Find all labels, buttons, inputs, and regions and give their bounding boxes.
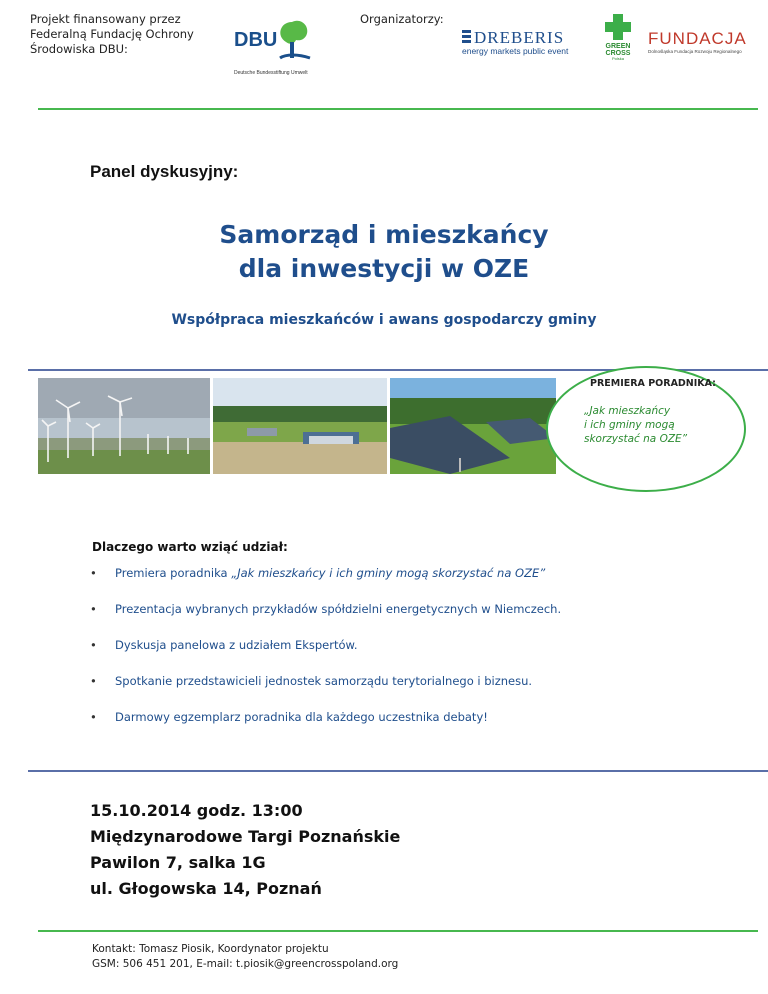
bullet-icon: • (90, 710, 97, 724)
dreberis-tagline: energy markets public event (462, 46, 569, 56)
funding-note: Projekt finansowany przez Federalną Fundację Ochrony Środowiska DBU: (30, 12, 194, 56)
list-item (90, 602, 730, 638)
greencross-logo (598, 12, 638, 60)
panel-label: Panel dyskusyjny: (90, 162, 239, 181)
premiere-label: PREMIERA PORADNIKA: (590, 378, 716, 389)
contact-line2: GSM: 506 451 201, E-mail: t.piosik@greencrosspoland.org (92, 958, 399, 970)
event-top-divider (28, 770, 768, 772)
reasons-list (90, 566, 730, 746)
list-item (90, 638, 730, 674)
solar-panels-photo (390, 378, 556, 474)
fundacja-name: FUNDACJA (648, 29, 747, 48)
list-item (90, 710, 730, 746)
list-item-text: Dyskusja panelowa z udziałem Ekspertów. (115, 638, 358, 652)
main-title-line2: dla inwestycji w OZE (238, 254, 530, 283)
wind-farm-photo (38, 378, 210, 474)
dbu-logo (232, 14, 324, 78)
list-item (90, 566, 730, 602)
contact-info (92, 942, 398, 972)
event-address: ul. Głogowska 14, Poznań (90, 879, 322, 898)
list-item-guide-title: „Jak mieszkańcy i ich gminy mogą skorzystać na OZE” (231, 566, 546, 580)
fundacja-tagline: Dolnośląska Fundacja Rozwoju Regionalnego (648, 49, 742, 54)
event-details (90, 798, 400, 902)
solar-village-photo (213, 378, 387, 474)
bullet-icon: • (90, 602, 97, 616)
list-item (90, 674, 730, 710)
greencross-line3: Polska (611, 56, 625, 60)
subtitle: Współpraca mieszkańców i awans gospodarczy gminy (171, 312, 597, 328)
bullet-icon: • (90, 638, 97, 652)
greencross-line1: GREEN (605, 43, 631, 50)
why-attend-heading: Dlaczego warto wziąć udział: (92, 540, 288, 554)
list-item-text: Darmowy egzemplarz poradnika dla każdego uczestnika debaty! (115, 710, 488, 724)
contact-line1: Kontakt: Tomasz Piosik, Koordynator projektu (92, 943, 329, 955)
contact-divider (38, 930, 758, 932)
event-date: 15.10.2014 godz. 13:00 (90, 801, 303, 820)
list-item-text: Premiera poradnika (115, 566, 232, 580)
organizers-label: Organizatorzy: (360, 12, 444, 26)
bullet-icon: • (90, 674, 97, 688)
list-item-text: Prezentacja wybranych przykładów spółdzielni energetycznych w Niemczech. (115, 602, 562, 616)
dbu-logo-text: DBU (234, 29, 278, 51)
main-title-line1: Samorząd i mieszkańcy (219, 220, 549, 249)
header-divider (38, 108, 758, 110)
greencross-line2: CROSS (605, 50, 631, 57)
list-item-text: Spotkanie przedstawicieli jednostek samorządu terytorialnego i biznesu. (115, 674, 533, 688)
main-title (0, 218, 768, 286)
bullet-icon: • (90, 566, 97, 580)
fundacja-logo (648, 28, 758, 56)
event-venue: Międzynarodowe Targi Poznańskie (90, 827, 401, 846)
dbu-logo-subtext: Deutsche Bundesstiftung Umwelt (234, 70, 308, 76)
dreberis-logo (460, 26, 592, 56)
premiere-quote: „Jak mieszkańcy i ich gminy mogą skorzystać na OZE” (584, 405, 688, 445)
dreberis-name: DREBERIS (474, 28, 565, 47)
event-hall: Pawilon 7, salka 1G (90, 853, 266, 872)
